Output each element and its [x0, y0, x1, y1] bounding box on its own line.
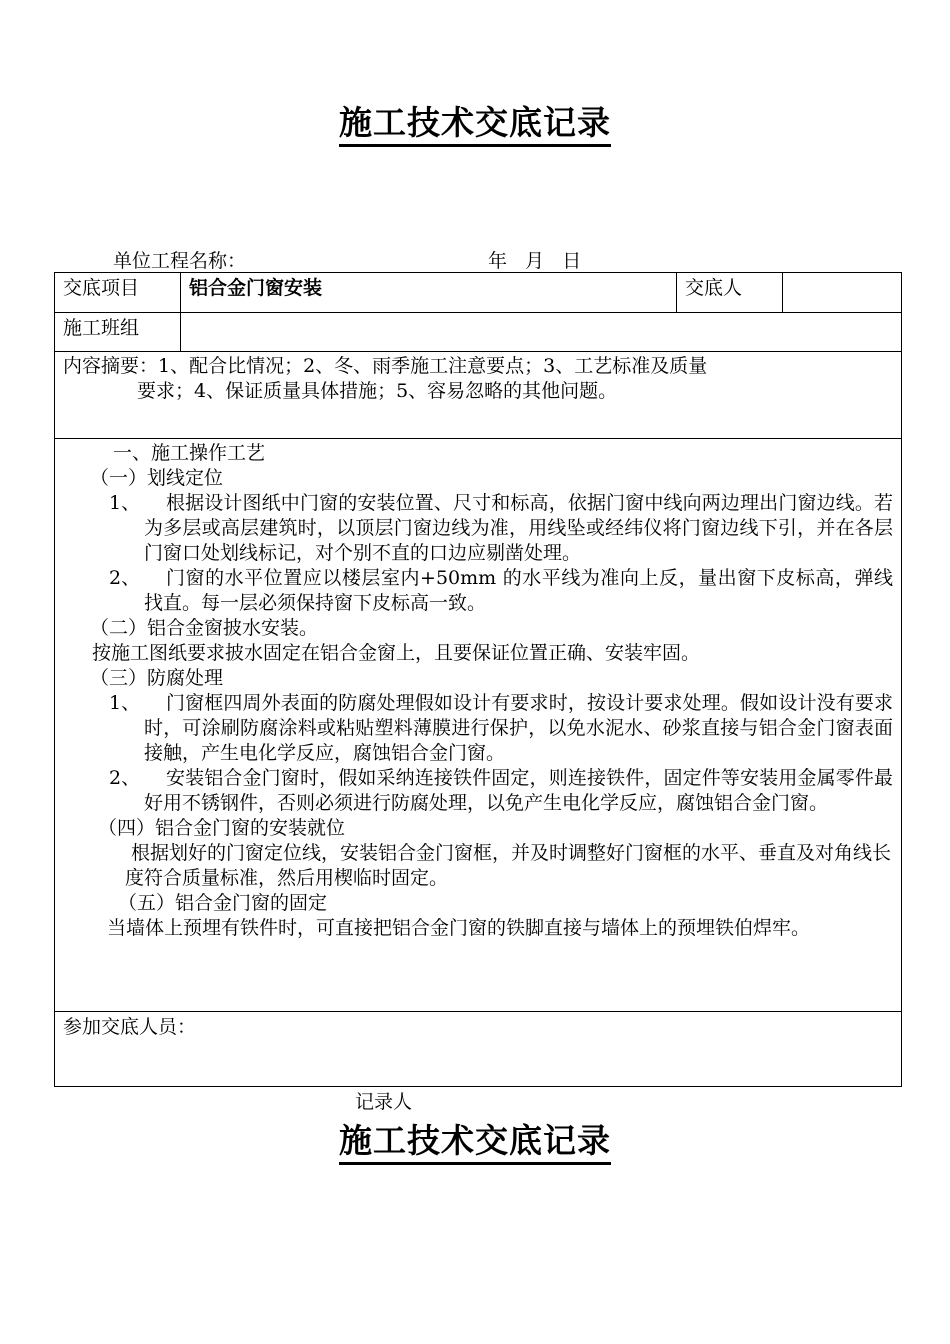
list-item	[63, 691, 893, 766]
subsection-2-title: （二）铝合金窗披水安装。	[90, 617, 319, 639]
recorder-label: 记录人	[355, 1091, 413, 1113]
team-label: 施工班组	[63, 317, 140, 339]
presenter-value-cell[interactable]	[783, 273, 902, 313]
row-team	[55, 313, 902, 352]
subsection-4-title: （四）铝合金门窗的安装就位	[98, 817, 346, 839]
item-value: 铝合金门窗安装	[189, 277, 323, 299]
subsection-1-title: （一）划线定位	[90, 467, 224, 489]
row-participants	[55, 1012, 902, 1087]
presenter-label: 交底人	[685, 277, 743, 299]
subsection-5-title: （五）铝合金门窗的固定	[118, 892, 328, 914]
team-value	[181, 313, 901, 319]
page-title: 施工技术交底记录	[0, 103, 950, 147]
subsection-5-text: 当墙体上预埋有铁件时，可直接把铝合金门窗的铁脚直接与墙体上的预埋铁伯焊牢。	[107, 917, 811, 939]
row-content	[55, 439, 902, 1012]
participants-cell[interactable]	[55, 1012, 902, 1087]
item-text: 门窗框四周外表面的防腐处理假如设计有要求时，按设计要求处理。假如设计没有要求时，可涂刷防腐涂料或粘贴塑料薄膜进行保护，以免水泥水、砂浆直接与铝合金门窗表面接触，产生电化学反应，腐蚀铝合金门窗。	[144, 692, 893, 764]
list-item	[63, 491, 893, 566]
participants-label: 参加交底人员：	[63, 1016, 197, 1038]
list-item	[63, 766, 893, 816]
item-text: 门窗的水平位置应以楼层室内+50mm 的水平线为准向上反，量出窗下皮标高，弹线找直。每一层必须保持窗下皮标高一致。	[144, 567, 893, 614]
item-value-cell[interactable]	[181, 273, 677, 313]
team-value-cell[interactable]	[181, 313, 902, 352]
team-label-cell	[55, 313, 181, 352]
item-text: 根据设计图纸中门窗的安装位置、尺寸和标高，依据门窗中线向两边理出门窗边线。若为多层或高层建筑时，以顶层门窗边线为准，用线坠或经纬仪将门窗边线下引，并在各层门窗口处划线标记，对个别不直的口边应剔凿处理。	[144, 492, 893, 564]
section-heading: 一、施工操作工艺	[113, 442, 266, 464]
list-item	[63, 566, 893, 616]
summary-line-1: 内容摘要：1、配合比情况；2、冬、雨季施工注意要点；3、工艺标准及质量	[63, 355, 708, 377]
subsection-3-title: （三）防腐处理	[90, 667, 224, 689]
item-number: 1、	[109, 492, 141, 514]
content-cell	[55, 439, 902, 1012]
disclosure-table	[54, 272, 902, 1087]
date-label: 年 月 日	[488, 250, 582, 272]
item-number: 2、	[109, 567, 141, 589]
subsection-4-text: 根据划好的门窗定位线，安装铝合金门窗框，并及时调整好门窗框的水平、垂直及对角线长度符合质量标准，然后用楔临时固定。	[125, 842, 892, 889]
presenter-value	[783, 273, 901, 279]
item-number: 1、	[109, 692, 141, 714]
subsection-2-text: 按施工图纸要求披水固定在铝合金窗上，且要保证位置正确、安装牢固。	[92, 642, 701, 664]
item-number: 2、	[109, 767, 141, 789]
presenter-label-cell	[677, 273, 783, 313]
row-item	[55, 273, 902, 313]
item-label: 交底项目	[63, 277, 140, 299]
summary-line-2: 要求；4、保证质量具体措施；5、容易忽略的其他问题。	[137, 380, 618, 402]
item-label-cell	[55, 273, 181, 313]
summary-cell	[55, 352, 902, 439]
page-title-2: 施工技术交底记录	[0, 1121, 950, 1165]
project-name-label: 单位工程名称：	[113, 250, 247, 272]
row-summary	[55, 352, 902, 439]
item-text: 安装铝合金门窗时，假如采纳连接铁件固定，则连接铁件，固定件等安装用金属零件最好用不锈钢件，否则必须进行防腐处理，以免产生电化学反应，腐蚀铝合金门窗。	[144, 767, 893, 814]
